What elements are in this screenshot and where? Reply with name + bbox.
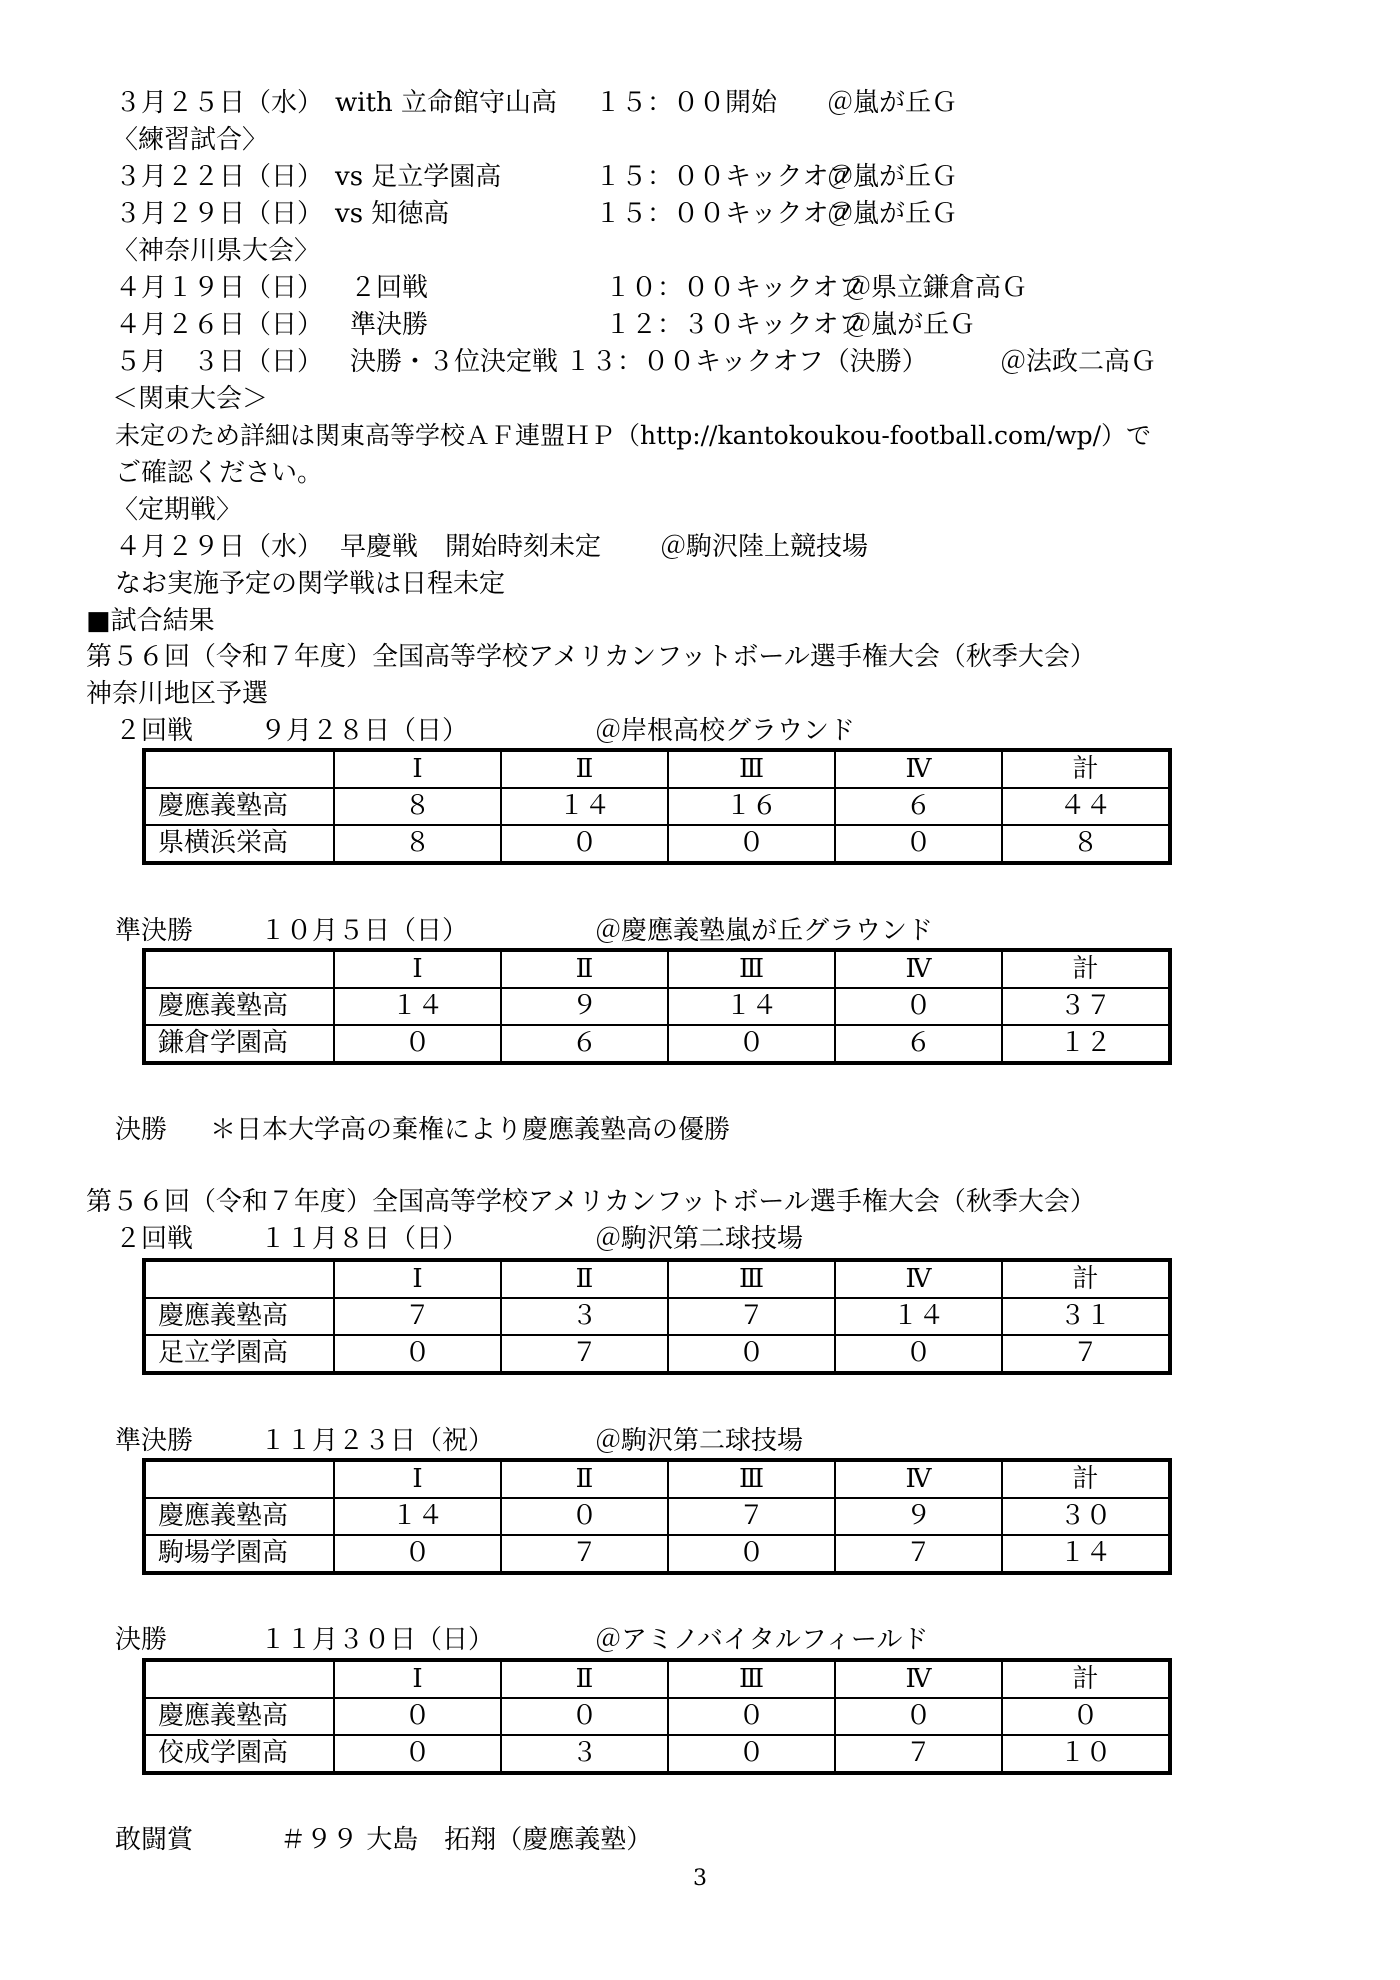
- header-q1: Ⅰ: [334, 1460, 501, 1498]
- game-date: １１月３０日（日）: [260, 1625, 495, 1655]
- team-name: 佼成学園高: [144, 1735, 334, 1773]
- header-q4: Ⅳ: [835, 1460, 1002, 1498]
- score-cell: ０: [334, 1335, 501, 1373]
- table-row: [144, 1025, 1170, 1063]
- award-player: ＃９９ 大島 拓翔（慶應義塾）: [280, 1825, 653, 1855]
- game-venue: ＠アミノバイタルフィールド: [595, 1625, 929, 1655]
- regular-name: 早慶戦: [340, 532, 419, 562]
- score-cell: ６: [835, 788, 1002, 825]
- score-table: [142, 1458, 1172, 1575]
- table-header-row: [144, 1260, 1170, 1298]
- practice-time: １５：００キックオフ: [595, 162, 854, 192]
- score-cell: ９: [501, 988, 668, 1025]
- kanto-text: 未定のため詳細は関東高等学校ＡＦ連盟ＨＰ（http://kantokoukou-football.com/wp/）で: [115, 421, 1152, 450]
- team-name: 慶應義塾高: [144, 988, 334, 1025]
- kanagawa-time: １０：００キックオフ: [605, 273, 864, 303]
- score-cell: １４: [835, 1298, 1002, 1335]
- score-cell: ３: [501, 1298, 668, 1335]
- joint-practice-partner: with 立命館守山高: [335, 88, 558, 118]
- score-cell: ０: [334, 1025, 501, 1063]
- score-cell: ８: [334, 825, 501, 863]
- kanto-text: ご確認ください。: [115, 458, 324, 488]
- table-row: [144, 988, 1170, 1025]
- kanagawa-heading: 〈神奈川県大会〉: [112, 236, 321, 266]
- kanagawa-time: １２：３０キックオフ: [605, 310, 864, 340]
- total-cell: ３０: [1002, 1498, 1170, 1535]
- game-round: ２回戦: [115, 1224, 194, 1254]
- table-header-row: [144, 950, 1170, 988]
- total-cell: ０: [1002, 1698, 1170, 1735]
- joint-practice-venue: ＠嵐が丘Ｇ: [827, 88, 958, 118]
- table-header-row: [144, 1660, 1170, 1698]
- header-q3: Ⅲ: [668, 950, 835, 988]
- game-round: ２回戦: [115, 716, 194, 746]
- team-name: 県横浜栄高: [144, 825, 334, 863]
- total-cell: １４: [1002, 1535, 1170, 1573]
- tournament-title: 第５６回（令和７年度）全国高等学校アメリカンフットボール選手権大会（秋季大会）: [86, 1187, 1096, 1217]
- score-cell: ０: [334, 1535, 501, 1573]
- practice-venue: ＠嵐が丘Ｇ: [827, 199, 958, 229]
- game-venue: ＠駒沢第二球技場: [595, 1426, 804, 1456]
- score-cell: １４: [334, 1498, 501, 1535]
- score-cell: ０: [668, 1025, 835, 1063]
- score-cell: ０: [334, 1698, 501, 1735]
- joint-practice-date: ３月２５日（水）: [115, 88, 324, 118]
- kanagawa-venue: ＠法政二高Ｇ: [1000, 347, 1157, 377]
- kanagawa-time: １３：００キックオフ（決勝）: [565, 347, 928, 377]
- score-cell: ９: [835, 1498, 1002, 1535]
- header-q2: Ⅱ: [501, 1660, 668, 1698]
- header-blank: [144, 950, 334, 988]
- score-cell: ０: [501, 825, 668, 863]
- tournament-subtitle: 神奈川地区予選: [86, 679, 269, 709]
- game-date: ９月２８日（日）: [260, 716, 469, 746]
- total-cell: ４４: [1002, 788, 1170, 825]
- table-row: [144, 788, 1170, 825]
- score-cell: ６: [501, 1025, 668, 1063]
- header-q1: Ⅰ: [334, 1660, 501, 1698]
- header-total: 計: [1002, 1660, 1170, 1698]
- header-total: 計: [1002, 950, 1170, 988]
- practice-opponent: vs 足立学園高: [335, 162, 502, 192]
- practice-venue: ＠嵐が丘Ｇ: [827, 162, 958, 192]
- regular-venue: ＠駒沢陸上競技場: [660, 532, 869, 562]
- score-cell: ７: [668, 1298, 835, 1335]
- score-cell: ０: [668, 1535, 835, 1573]
- score-cell: ０: [334, 1735, 501, 1773]
- score-cell: ０: [835, 988, 1002, 1025]
- team-name: 慶應義塾高: [144, 1298, 334, 1335]
- game-date: １０月５日（日）: [260, 916, 469, 946]
- header-blank: [144, 1660, 334, 1698]
- header-total: 計: [1002, 1260, 1170, 1298]
- score-cell: ０: [835, 1698, 1002, 1735]
- team-name: 慶應義塾高: [144, 1498, 334, 1535]
- kanagawa-date: ５月 ３日（日）: [115, 347, 324, 377]
- game-round: 準決勝: [115, 916, 194, 946]
- practice-date: ３月２９日（日）: [115, 199, 324, 229]
- table-row: [144, 1535, 1170, 1573]
- score-cell: ８: [334, 788, 501, 825]
- team-name: 慶應義塾高: [144, 788, 334, 825]
- kanagawa-round: ２回戦: [350, 273, 429, 303]
- game-date: １１月２３日（祝）: [260, 1426, 495, 1456]
- header-blank: [144, 750, 334, 788]
- header-q3: Ⅲ: [668, 1460, 835, 1498]
- joint-practice-time: １５：００開始: [595, 88, 778, 118]
- total-cell: １０: [1002, 1735, 1170, 1773]
- score-cell: ０: [668, 1335, 835, 1373]
- table-row: [144, 1298, 1170, 1335]
- regular-date: ４月２９日（水）: [115, 532, 324, 562]
- score-cell: ３: [501, 1735, 668, 1773]
- team-name: 鎌倉学園高: [144, 1025, 334, 1063]
- kanto-heading: ＜関東大会＞: [112, 384, 269, 414]
- score-cell: ０: [501, 1698, 668, 1735]
- header-q1: Ⅰ: [334, 750, 501, 788]
- score-cell: ０: [501, 1498, 668, 1535]
- header-q1: Ⅰ: [334, 1260, 501, 1298]
- table-row: [144, 1335, 1170, 1373]
- score-cell: １４: [668, 988, 835, 1025]
- header-q4: Ⅳ: [835, 750, 1002, 788]
- header-q4: Ⅳ: [835, 1660, 1002, 1698]
- score-table: [142, 748, 1172, 865]
- game-round: 準決勝: [115, 1426, 194, 1456]
- tournament-title: 第５６回（令和７年度）全国高等学校アメリカンフットボール選手権大会（秋季大会）: [86, 642, 1096, 672]
- final-round: 決勝: [115, 1115, 168, 1145]
- regular-time: 開始時刻未定: [445, 532, 602, 562]
- header-q2: Ⅱ: [501, 1460, 668, 1498]
- table-row: [144, 1698, 1170, 1735]
- kanagawa-round: 決勝・３位決定戦: [350, 347, 559, 377]
- score-cell: ７: [501, 1335, 668, 1373]
- score-cell: ７: [835, 1535, 1002, 1573]
- game-venue: ＠慶應義塾嵐が丘グラウンド: [595, 916, 934, 946]
- score-table: [142, 948, 1172, 1065]
- kanagawa-venue: ＠県立鎌倉高Ｇ: [845, 273, 1028, 303]
- total-cell: ８: [1002, 825, 1170, 863]
- kanagawa-date: ４月１９日（日）: [115, 273, 324, 303]
- table-row: [144, 1498, 1170, 1535]
- table-header-row: [144, 750, 1170, 788]
- game-venue: ＠岸根高校グラウンド: [595, 716, 856, 746]
- total-cell: １２: [1002, 1025, 1170, 1063]
- game-round: 決勝: [115, 1625, 168, 1655]
- score-cell: ７: [334, 1298, 501, 1335]
- header-blank: [144, 1460, 334, 1498]
- score-cell: ６: [835, 1025, 1002, 1063]
- total-cell: ３１: [1002, 1298, 1170, 1335]
- table-row: [144, 825, 1170, 863]
- header-total: 計: [1002, 750, 1170, 788]
- note-text: なお実施予定の関学戦は日程未定: [115, 569, 506, 599]
- score-cell: ０: [835, 825, 1002, 863]
- score-table: [142, 1258, 1172, 1375]
- score-cell: ０: [835, 1335, 1002, 1373]
- header-q3: Ⅲ: [668, 1260, 835, 1298]
- total-cell: ３７: [1002, 988, 1170, 1025]
- practice-opponent: vs 知徳高: [335, 199, 450, 229]
- game-venue: ＠駒沢第二球技場: [595, 1224, 804, 1254]
- practice-time: １５：００キックオフ: [595, 199, 854, 229]
- score-cell: ７: [835, 1735, 1002, 1773]
- kanagawa-venue: ＠嵐が丘Ｇ: [845, 310, 976, 340]
- score-table: [142, 1658, 1172, 1775]
- score-cell: ０: [668, 825, 835, 863]
- table-header-row: [144, 1460, 1170, 1498]
- results-heading: ■試合結果: [86, 606, 215, 636]
- header-q2: Ⅱ: [501, 950, 668, 988]
- score-cell: １４: [334, 988, 501, 1025]
- team-name: 足立学園高: [144, 1335, 334, 1373]
- score-cell: ０: [668, 1698, 835, 1735]
- page-number: 3: [693, 1866, 707, 1891]
- header-q3: Ⅲ: [668, 750, 835, 788]
- practice-heading: 〈練習試合〉: [112, 125, 269, 155]
- practice-date: ３月２２日（日）: [115, 162, 324, 192]
- final-note: ＊日本大学高の棄権により慶應義塾高の優勝: [210, 1115, 731, 1145]
- header-blank: [144, 1260, 334, 1298]
- kanagawa-date: ４月２６日（日）: [115, 310, 324, 340]
- regular-heading: 〈定期戦〉: [112, 495, 243, 525]
- header-q2: Ⅱ: [501, 1260, 668, 1298]
- header-q1: Ⅰ: [334, 950, 501, 988]
- header-total: 計: [1002, 1460, 1170, 1498]
- header-q4: Ⅳ: [835, 1260, 1002, 1298]
- score-cell: ７: [668, 1498, 835, 1535]
- team-name: 駒場学園高: [144, 1535, 334, 1573]
- total-cell: ７: [1002, 1335, 1170, 1373]
- score-cell: １６: [668, 788, 835, 825]
- table-row: [144, 1735, 1170, 1773]
- score-cell: １４: [501, 788, 668, 825]
- team-name: 慶應義塾高: [144, 1698, 334, 1735]
- score-cell: ０: [668, 1735, 835, 1773]
- score-cell: ７: [501, 1535, 668, 1573]
- award-label: 敢闘賞: [115, 1825, 194, 1855]
- header-q2: Ⅱ: [501, 750, 668, 788]
- header-q3: Ⅲ: [668, 1660, 835, 1698]
- header-q4: Ⅳ: [835, 950, 1002, 988]
- game-date: １１月８日（日）: [260, 1224, 469, 1254]
- kanagawa-round: 準決勝: [350, 310, 429, 340]
